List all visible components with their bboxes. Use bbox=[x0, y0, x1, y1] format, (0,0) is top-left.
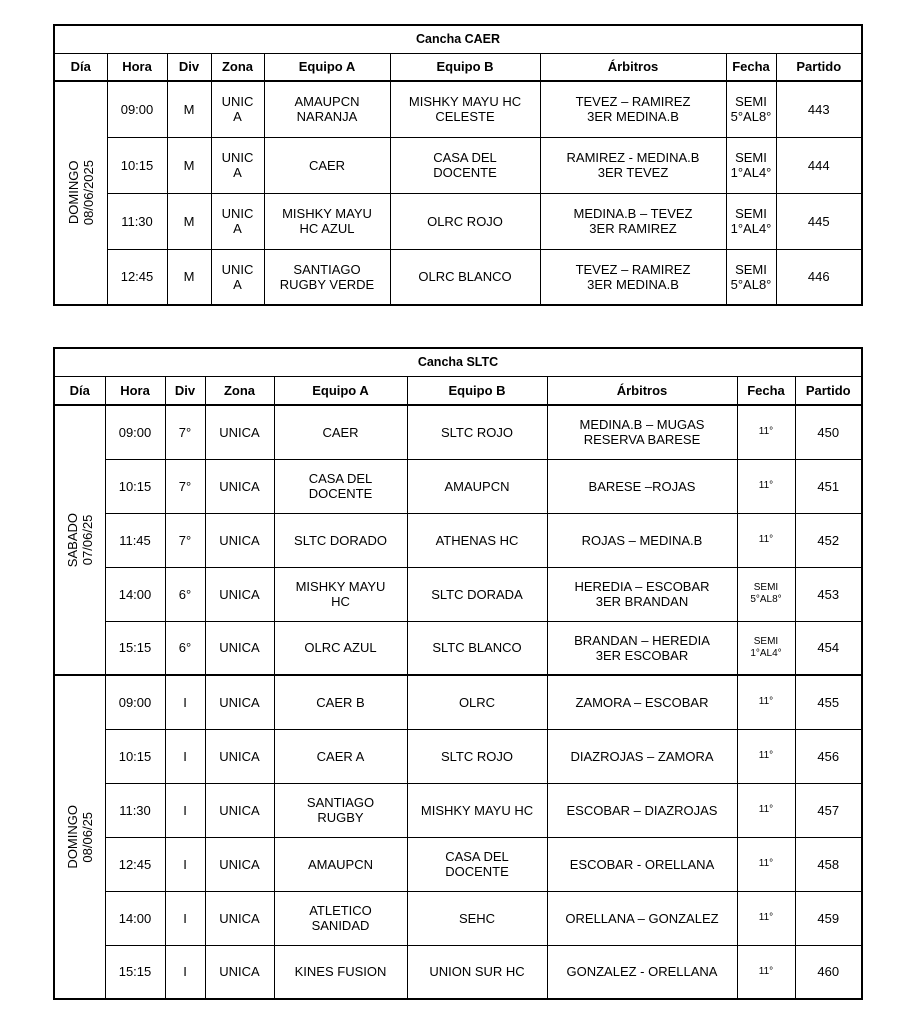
caer-schedule-table bbox=[53, 24, 863, 306]
cell-fecha: 11° bbox=[737, 783, 795, 837]
table-row bbox=[54, 81, 862, 137]
cell-arbitros: BARESE –ROJAS bbox=[547, 459, 737, 513]
cell-hora: 12:45 bbox=[105, 837, 165, 891]
cell-hora: 10:15 bbox=[105, 459, 165, 513]
cell-zona: UNICA bbox=[205, 837, 274, 891]
cell-arbitros: MEDINA.B – TEVEZ 3ER RAMIREZ bbox=[540, 193, 726, 249]
cell-div: M bbox=[167, 193, 211, 249]
cell-equipo-b: AMAUPCN bbox=[407, 459, 547, 513]
header-equipo-a: Equipo A bbox=[274, 376, 407, 405]
table-row bbox=[54, 621, 862, 675]
cell-div: I bbox=[165, 945, 205, 999]
cell-equipo-b: CASA DEL DOCENTE bbox=[407, 837, 547, 891]
cell-equipo-a: CAER bbox=[264, 137, 390, 193]
cell-equipo-a: AMAUPCN NARANJA bbox=[264, 81, 390, 137]
day-cell bbox=[54, 81, 107, 305]
table-row bbox=[54, 137, 862, 193]
cell-partido: 444 bbox=[776, 137, 862, 193]
cell-equipo-b: MISHKY MAYU HC CELESTE bbox=[390, 81, 540, 137]
cell-equipo-a: KINES FUSION bbox=[274, 945, 407, 999]
cell-partido: 445 bbox=[776, 193, 862, 249]
cell-equipo-b: OLRC bbox=[407, 675, 547, 729]
cell-fecha: SEMI 5°AL8° bbox=[737, 567, 795, 621]
cell-zona: UNIC A bbox=[211, 81, 264, 137]
day-label: SABADO 07/06/25 bbox=[64, 512, 95, 568]
cell-div: M bbox=[167, 249, 211, 305]
day-label: DOMINGO 08/06/2025 bbox=[65, 160, 96, 226]
cell-partido: 460 bbox=[795, 945, 862, 999]
cell-arbitros: HEREDIA – ESCOBAR 3ER BRANDAN bbox=[547, 567, 737, 621]
cell-equipo-a: CAER bbox=[274, 405, 407, 459]
cell-partido: 455 bbox=[795, 675, 862, 729]
table-title: Cancha SLTC bbox=[54, 348, 862, 376]
cell-hora: 12:45 bbox=[107, 249, 167, 305]
cell-equipo-a: CAER B bbox=[274, 675, 407, 729]
cell-div: I bbox=[165, 675, 205, 729]
header-fecha: Fecha bbox=[726, 53, 776, 81]
cell-equipo-a: SANTIAGO RUGBY VERDE bbox=[264, 249, 390, 305]
table-row bbox=[54, 459, 862, 513]
cell-equipo-b: UNION SUR HC bbox=[407, 945, 547, 999]
cell-arbitros: TEVEZ – RAMIREZ 3ER MEDINA.B bbox=[540, 81, 726, 137]
header-dia: Día bbox=[54, 53, 107, 81]
header-arbitros: Árbitros bbox=[547, 376, 737, 405]
table-row bbox=[54, 945, 862, 999]
cell-arbitros: ZAMORA – ESCOBAR bbox=[547, 675, 737, 729]
cell-div: I bbox=[165, 837, 205, 891]
cell-equipo-b: MISHKY MAYU HC bbox=[407, 783, 547, 837]
cell-equipo-a: OLRC AZUL bbox=[274, 621, 407, 675]
cell-zona: UNIC A bbox=[211, 193, 264, 249]
cell-div: 6° bbox=[165, 621, 205, 675]
cell-arbitros: ORELLANA – GONZALEZ bbox=[547, 891, 737, 945]
cell-div: I bbox=[165, 891, 205, 945]
cell-zona: UNICA bbox=[205, 783, 274, 837]
cell-equipo-b: ATHENAS HC bbox=[407, 513, 547, 567]
cell-zona: UNICA bbox=[205, 729, 274, 783]
cell-arbitros: GONZALEZ - ORELLANA bbox=[547, 945, 737, 999]
table-row bbox=[54, 405, 862, 459]
cell-equipo-a: MISHKY MAYU HC AZUL bbox=[264, 193, 390, 249]
cell-arbitros: ESCOBAR – DIAZROJAS bbox=[547, 783, 737, 837]
cell-zona: UNICA bbox=[205, 567, 274, 621]
cell-arbitros: MEDINA.B – MUGAS RESERVA BARESE bbox=[547, 405, 737, 459]
table-row bbox=[54, 783, 862, 837]
cell-equipo-b: OLRC ROJO bbox=[390, 193, 540, 249]
cell-fecha: SEMI 1°AL4° bbox=[737, 621, 795, 675]
header-hora: Hora bbox=[105, 376, 165, 405]
cell-partido: 456 bbox=[795, 729, 862, 783]
cell-zona: UNICA bbox=[205, 891, 274, 945]
cell-div: 7° bbox=[165, 459, 205, 513]
cell-equipo-a: CAER A bbox=[274, 729, 407, 783]
cell-zona: UNICA bbox=[205, 405, 274, 459]
cell-fecha: 11° bbox=[737, 405, 795, 459]
cell-fecha: 11° bbox=[737, 459, 795, 513]
cell-equipo-a: ATLETICO SANIDAD bbox=[274, 891, 407, 945]
cell-partido: 453 bbox=[795, 567, 862, 621]
cell-hora: 11:45 bbox=[105, 513, 165, 567]
cell-partido: 457 bbox=[795, 783, 862, 837]
cell-fecha: SEMI 5°AL8° bbox=[726, 81, 776, 137]
cell-partido: 459 bbox=[795, 891, 862, 945]
cell-arbitros: TEVEZ – RAMIREZ 3ER MEDINA.B bbox=[540, 249, 726, 305]
cell-div: M bbox=[167, 137, 211, 193]
cell-fecha: 11° bbox=[737, 891, 795, 945]
table-title: Cancha CAER bbox=[54, 25, 862, 53]
cell-zona: UNICA bbox=[205, 675, 274, 729]
cell-partido: 446 bbox=[776, 249, 862, 305]
table-row bbox=[54, 567, 862, 621]
header-div: Div bbox=[167, 53, 211, 81]
cell-div: 7° bbox=[165, 405, 205, 459]
cell-arbitros: DIAZROJAS – ZAMORA bbox=[547, 729, 737, 783]
cell-equipo-a: CASA DEL DOCENTE bbox=[274, 459, 407, 513]
cell-equipo-b: SEHC bbox=[407, 891, 547, 945]
cell-equipo-b: CASA DEL DOCENTE bbox=[390, 137, 540, 193]
cell-partido: 452 bbox=[795, 513, 862, 567]
cell-arbitros: BRANDAN – HEREDIA 3ER ESCOBAR bbox=[547, 621, 737, 675]
header-zona: Zona bbox=[211, 53, 264, 81]
header-equipo-b: Equipo B bbox=[407, 376, 547, 405]
sltc-schedule-table bbox=[53, 347, 863, 1000]
cell-div: M bbox=[167, 81, 211, 137]
cell-partido: 454 bbox=[795, 621, 862, 675]
cell-hora: 09:00 bbox=[105, 405, 165, 459]
cell-hora: 11:30 bbox=[107, 193, 167, 249]
cell-partido: 450 bbox=[795, 405, 862, 459]
cell-div: I bbox=[165, 783, 205, 837]
cell-hora: 10:15 bbox=[105, 729, 165, 783]
cell-div: 6° bbox=[165, 567, 205, 621]
cell-hora: 11:30 bbox=[105, 783, 165, 837]
header-hora: Hora bbox=[107, 53, 167, 81]
cell-arbitros: ESCOBAR - ORELLANA bbox=[547, 837, 737, 891]
cell-equipo-a: MISHKY MAYU HC bbox=[274, 567, 407, 621]
cell-zona: UNIC A bbox=[211, 249, 264, 305]
header-dia: Día bbox=[54, 376, 105, 405]
table-row bbox=[54, 193, 862, 249]
header-div: Div bbox=[165, 376, 205, 405]
cell-equipo-b: SLTC ROJO bbox=[407, 729, 547, 783]
cell-fecha: 11° bbox=[737, 513, 795, 567]
cell-hora: 15:15 bbox=[105, 945, 165, 999]
header-fecha: Fecha bbox=[737, 376, 795, 405]
cell-fecha: SEMI 1°AL4° bbox=[726, 137, 776, 193]
cell-fecha: 11° bbox=[737, 945, 795, 999]
cell-zona: UNIC A bbox=[211, 137, 264, 193]
cell-hora: 14:00 bbox=[105, 567, 165, 621]
table-row bbox=[54, 837, 862, 891]
cell-fecha: 11° bbox=[737, 675, 795, 729]
cell-equipo-b: SLTC BLANCO bbox=[407, 621, 547, 675]
table-row bbox=[54, 891, 862, 945]
cell-zona: UNICA bbox=[205, 513, 274, 567]
day-label: DOMINGO 08/06/25 bbox=[64, 805, 95, 869]
cell-fecha: SEMI 5°AL8° bbox=[726, 249, 776, 305]
cell-hora: 09:00 bbox=[107, 81, 167, 137]
header-equipo-a: Equipo A bbox=[264, 53, 390, 81]
header-partido: Partido bbox=[795, 376, 862, 405]
table-row bbox=[54, 513, 862, 567]
header-zona: Zona bbox=[205, 376, 274, 405]
day-cell bbox=[54, 405, 105, 675]
cell-equipo-b: OLRC BLANCO bbox=[390, 249, 540, 305]
day-cell bbox=[54, 675, 105, 999]
cell-arbitros: ROJAS – MEDINA.B bbox=[547, 513, 737, 567]
cell-fecha: 11° bbox=[737, 729, 795, 783]
table-row bbox=[54, 249, 862, 305]
cell-equipo-a: SLTC DORADO bbox=[274, 513, 407, 567]
cell-hora: 09:00 bbox=[105, 675, 165, 729]
header-partido: Partido bbox=[776, 53, 862, 81]
cell-hora: 15:15 bbox=[105, 621, 165, 675]
cell-equipo-a: SANTIAGO RUGBY bbox=[274, 783, 407, 837]
cell-equipo-b: SLTC ROJO bbox=[407, 405, 547, 459]
cell-equipo-a: AMAUPCN bbox=[274, 837, 407, 891]
cell-fecha: SEMI 1°AL4° bbox=[726, 193, 776, 249]
cell-arbitros: RAMIREZ - MEDINA.B 3ER TEVEZ bbox=[540, 137, 726, 193]
cell-partido: 443 bbox=[776, 81, 862, 137]
cell-hora: 14:00 bbox=[105, 891, 165, 945]
cell-div: 7° bbox=[165, 513, 205, 567]
header-arbitros: Árbitros bbox=[540, 53, 726, 81]
cell-zona: UNICA bbox=[205, 621, 274, 675]
cell-equipo-b: SLTC DORADA bbox=[407, 567, 547, 621]
table-row bbox=[54, 729, 862, 783]
cell-hora: 10:15 bbox=[107, 137, 167, 193]
cell-partido: 458 bbox=[795, 837, 862, 891]
header-equipo-b: Equipo B bbox=[390, 53, 540, 81]
cell-partido: 451 bbox=[795, 459, 862, 513]
cell-zona: UNICA bbox=[205, 459, 274, 513]
cell-zona: UNICA bbox=[205, 945, 274, 999]
cell-div: I bbox=[165, 729, 205, 783]
table-row bbox=[54, 675, 862, 729]
cell-fecha: 11° bbox=[737, 837, 795, 891]
